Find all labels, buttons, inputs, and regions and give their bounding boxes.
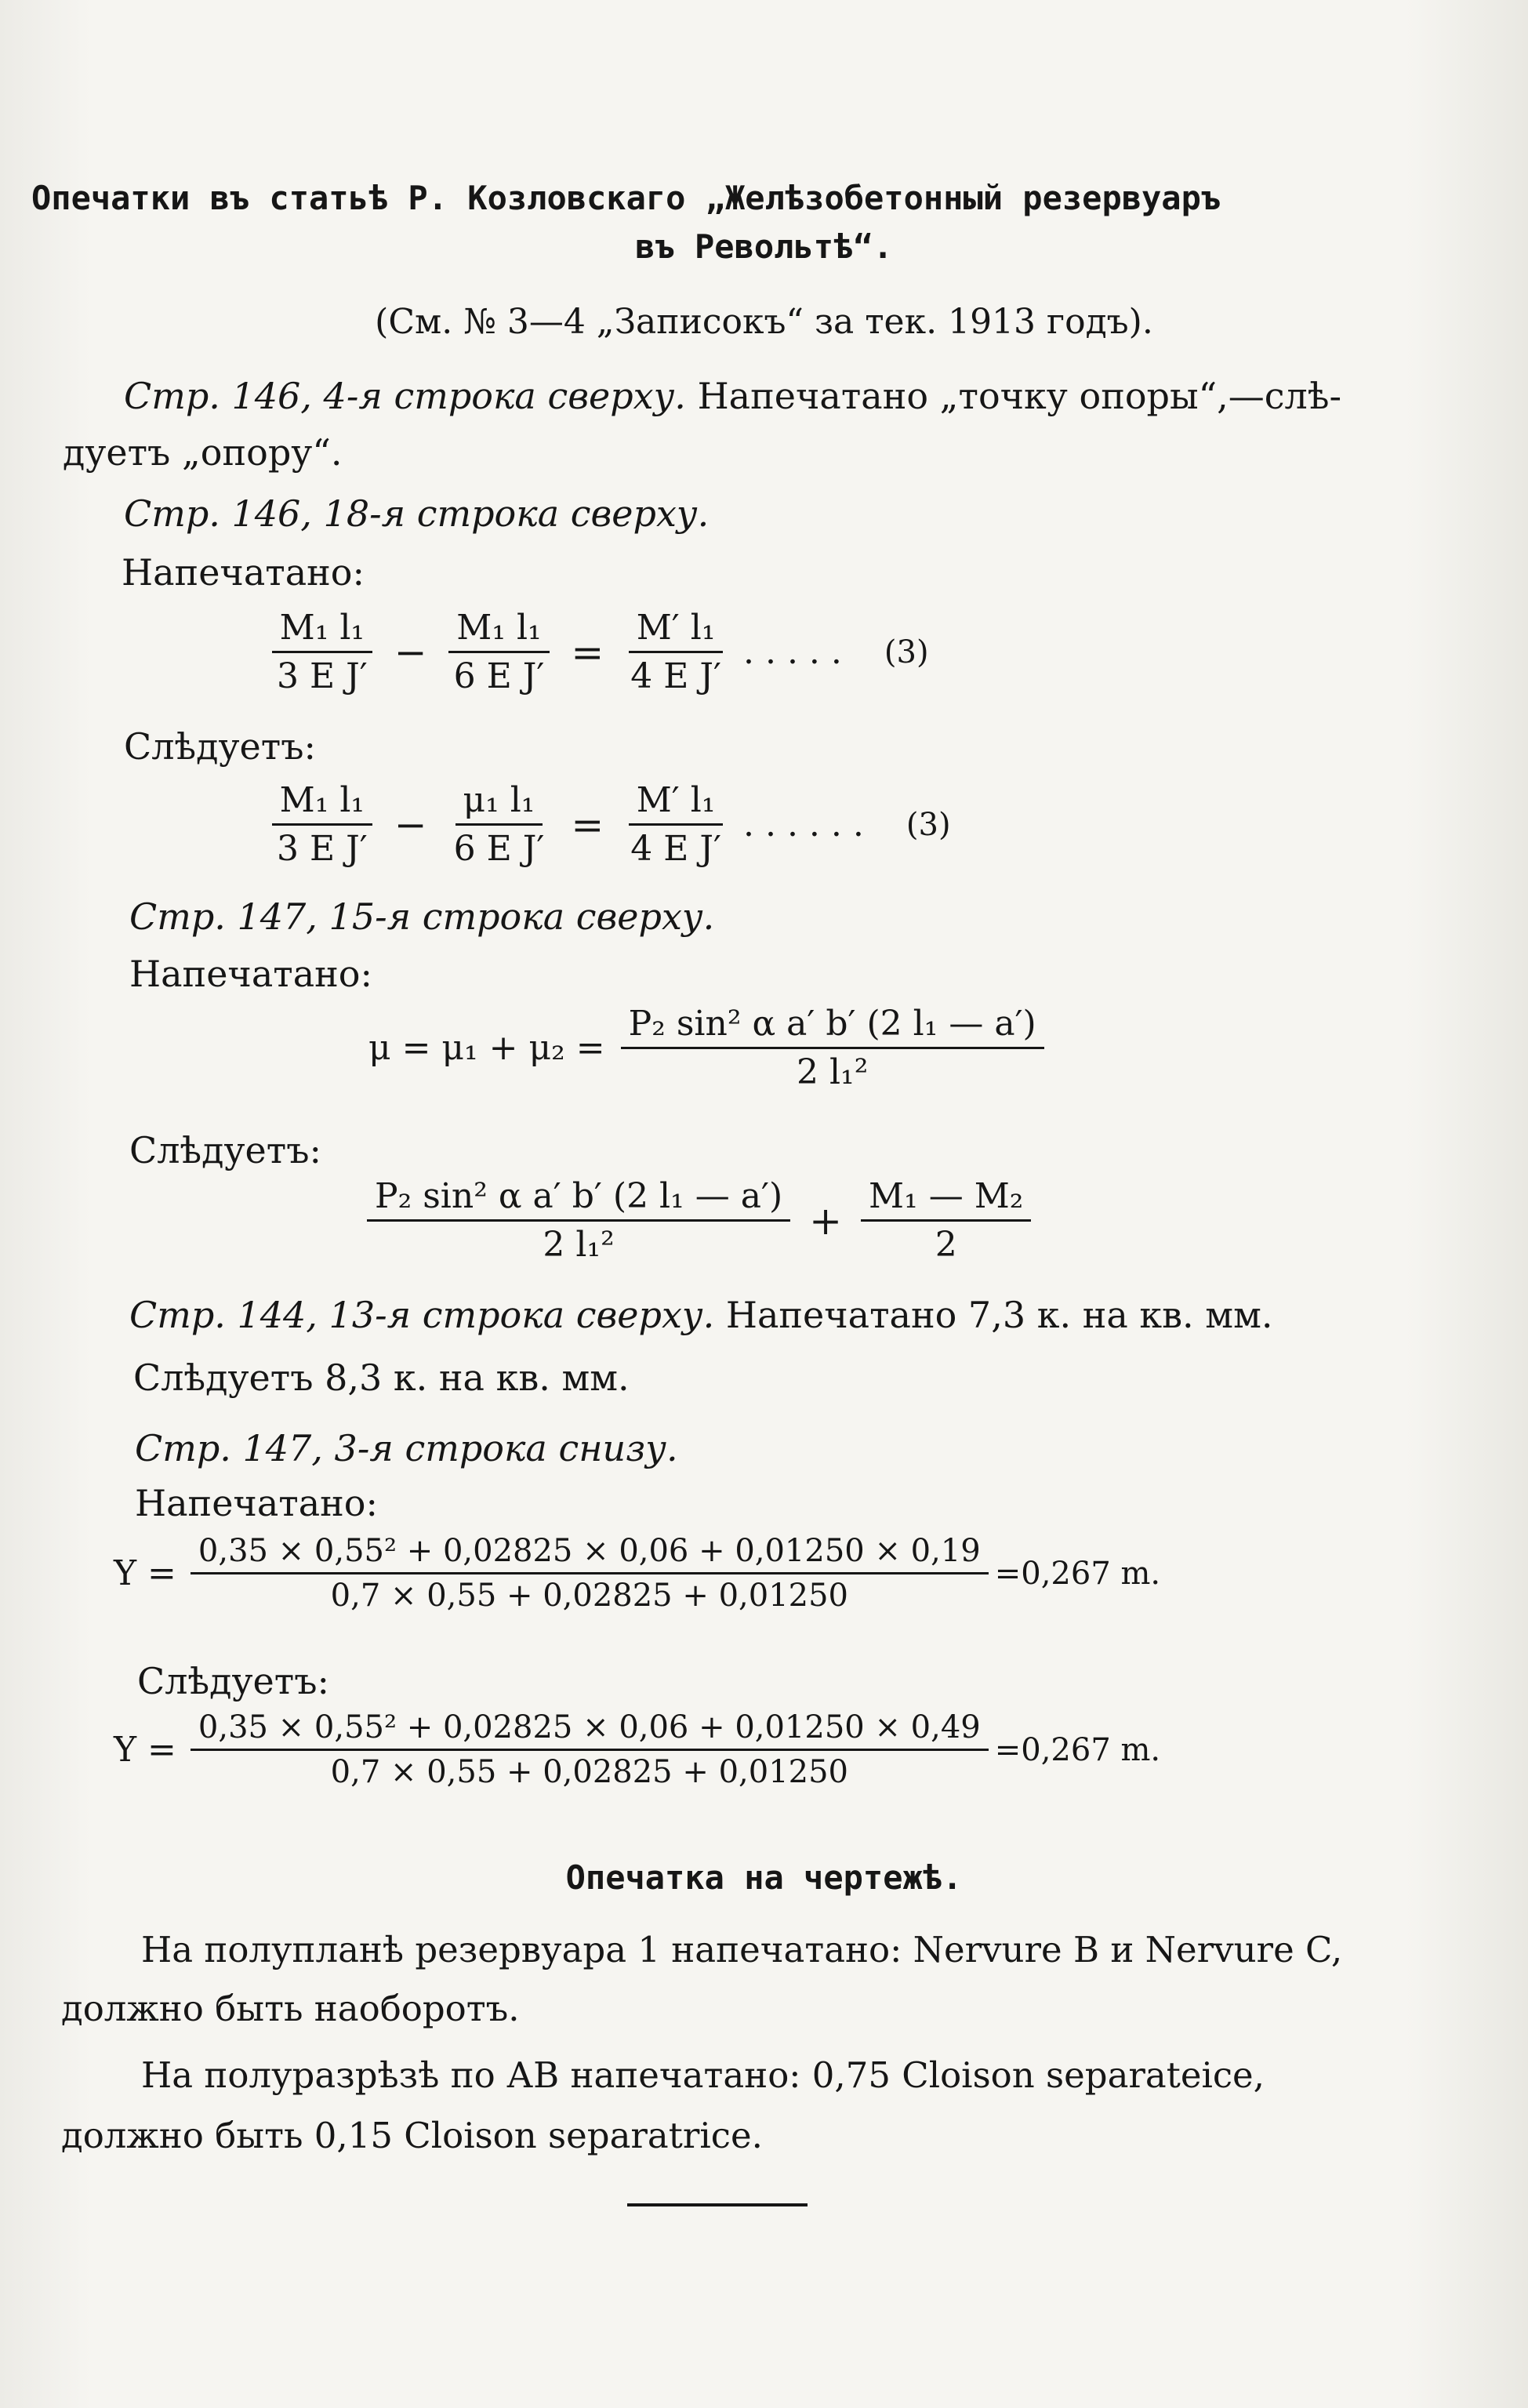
erratum-1 [124,375,1341,418]
fraction: $\frac{\text{M₁ l₁}}{\text{6 E J′}}$ [446,608,553,696]
fraction: $\frac{\text{0,35 × 0,55² + 0,02825 × 0,06 + 0,01250 × 0,19}}{0,7 \times 0,55 + 0,02825 + 0,01250}$ [191,1533,989,1614]
fraction: $\frac{\text{P₂ sin² α a′ b′ (2 l₁ — a′)}}{\text{2 l₁²}}$ [621,1004,1044,1092]
drawing-p1-line1: На полупланѣ резервуара 1 напечатано: Nervure B и Nervure C, [141,1929,1343,1970]
fraction: $\frac{\text{M₁ l₁}}{\text{3 E J′}}$ [269,780,376,869]
fraction: $\frac{\text{M₁ — M₂}}{2}$ [861,1176,1031,1265]
should-label: Слѣдуетъ: [137,1660,329,1702]
fraction: $\frac{\text{μ₁ l₁}}{\text{6 E J′}}$ [453,780,545,869]
formula-1-printed: $\frac{\text{M₁ l₁}}{\text{3 E J′}}$ − $\frac{\text{M₁ l₁}}{\text{6 E J′}}$ = $\frac{\text{M′ l₁}}{\text{4 E J′}}$ ..... (3) [263,608,929,696]
erratum-3-location: Стр. 147, 15-я строка сверху. [129,895,715,938]
should-label: Слѣдуетъ: [124,725,316,768]
erratum-2-location: Стр. 146, 18-я строка сверху. [124,492,710,535]
erratum-1-location: Стр. 146, 4-я строка сверху. [124,375,686,417]
drawing-p1-line2: должно быть наоборотъ. [61,1988,520,2029]
formula-2-correct: $\frac{\text{P₂ sin² α a′ b′ (2 l₁ — a′)}}{\text{2 l₁²}}$ + $\frac{\text{M₁ — M₂}}{2}$ [361,1176,1037,1265]
drawing-p2-line1: На полуразрѣзѣ по АВ напечатано: 0,75 Cloison separateice, [141,2054,1265,2096]
title-line-1: Опечатки въ статьѣ Р. Козловскаго „Желѣзобетонный резервуаръ [31,179,1221,217]
erratum-1-text: Напечатано „точку опоры“,—слѣ- [697,375,1342,417]
title-line-2: въ Револьтѣ“. [635,227,893,266]
reference-note: (См. № 3—4 „Записокъ“ за тек. 1913 годъ). [375,302,1153,342]
formula-3-correct: Y = $\frac{\text{0,35 × 0,55² + 0,02825 × 0,06 + 0,01250 × 0,49}}{0,7 \times 0,55 + 0,02825 + 0,01250}$ =0,267 m. [114,1709,1161,1790]
erratum-4-should: Слѣдуетъ 8,3 к. на кв. мм. [133,1357,630,1399]
should-label: Слѣдуетъ: [129,1129,321,1171]
fraction: $\frac{\text{0,35 × 0,55² + 0,02825 × 0,06 + 0,01250 × 0,49}}{0,7 \times 0,55 + 0,02825 + 0,01250}$ [191,1709,989,1790]
erratum-1-text-cont: дуетъ „опору“. [63,431,343,474]
closing-rule [627,2203,808,2206]
fraction: $\frac{\text{M′ l₁}}{\text{4 E J′}}$ [622,608,729,696]
formula-1-correct: $\frac{\text{M₁ l₁}}{\text{3 E J′}}$ − $\frac{\text{μ₁ l₁}}{\text{6 E J′}}$ = $\frac{\text{M′ l₁}}{\text{4 E J′}}$ ...... (3) [263,780,951,869]
formula-2-printed: μ = μ₁ + μ₂ = $\frac{\text{P₂ sin² α a′ b′ (2 l₁ — a′)}}{\text{2 l₁²}}$ [368,1004,1051,1092]
equation-number: (3) [906,806,951,843]
drawing-p2-line2: должно быть 0,15 Cloison separatrice. [61,2115,763,2156]
erratum-5-location: Стр. 147, 3-я строка снизу. [135,1427,678,1469]
formula-3-printed: Y = $\frac{\text{0,35 × 0,55² + 0,02825 × 0,06 + 0,01250 × 0,19}}{0,7 \times 0,55 + 0,02825 + 0,01250}$ =0,267 m. [114,1533,1161,1614]
erratum-4-location: Стр. 144, 13-я строка сверху. [129,1294,715,1336]
printed-label: Напечатано: [122,551,365,594]
erratum-4-text: Напечатано 7,3 к. на кв. мм. [725,1294,1273,1336]
drawing-erratum-title: Опечатка на чертежѣ. [565,1858,963,1897]
fraction: $\frac{\text{M₁ l₁}}{\text{3 E J′}}$ [269,608,376,696]
fraction: $\frac{\text{M′ l₁}}{\text{4 E J′}}$ [622,780,729,869]
erratum-4 [129,1294,1273,1337]
fraction: $\frac{\text{P₂ sin² α a′ b′ (2 l₁ — a′)}}{\text{2 l₁²}}$ [367,1176,790,1265]
printed-label: Напечатано: [129,953,372,995]
printed-label: Напечатано: [135,1482,378,1524]
equation-number: (3) [884,634,929,670]
